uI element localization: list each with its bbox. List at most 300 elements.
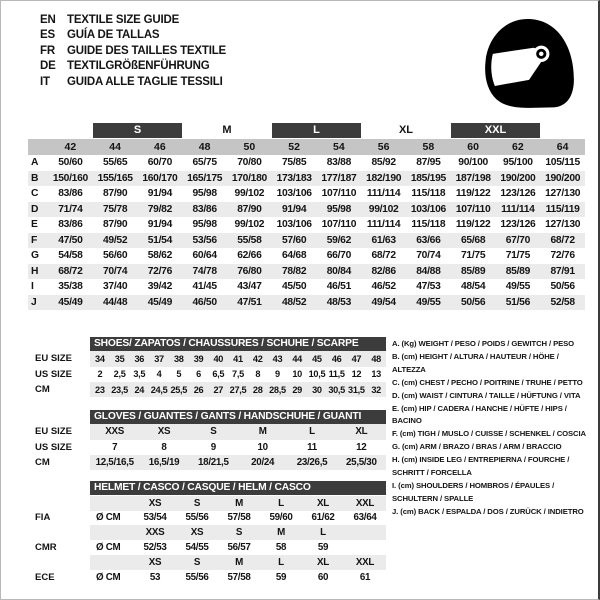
size-col-header: 52 [288, 141, 300, 153]
language-line-es [40, 28, 226, 43]
helmet-size-header: XXS [145, 527, 165, 539]
gloves-cell: 8 [161, 441, 167, 453]
size-cell: 68/72 [371, 250, 396, 262]
size-cell: 51/56 [505, 296, 531, 308]
size-cell: 170/180 [231, 172, 267, 184]
size-header-row [28, 139, 585, 155]
helmet-cell: 63/64 [353, 512, 377, 524]
size-cell: 71/74 [58, 203, 83, 215]
helmet-size-header: M [277, 527, 285, 539]
size-cell: 85/89 [460, 265, 486, 277]
size-cell: 48/52 [281, 296, 307, 308]
legend-item: A. (Kg) WEIGHT / PESO / POIDS / GEWITCH / PESO [392, 339, 575, 348]
size-cell: 68/72 [550, 234, 575, 246]
size-row-j [28, 295, 585, 311]
row-label: B [31, 172, 39, 184]
row-label: H [31, 265, 39, 277]
size-cell: 67/70 [505, 234, 531, 246]
shoes-cell: 47 [351, 353, 362, 364]
size-cell: 79/82 [147, 203, 173, 215]
helmet-standard-label: CMR [35, 542, 57, 554]
gloves-cell: 9 [210, 441, 216, 453]
shoes-cell: 32 [371, 384, 381, 395]
size-cell: 155/165 [97, 172, 133, 184]
measurement-legend [392, 338, 589, 519]
shoes-cell: 23,5 [111, 384, 128, 395]
legend-item: C. (cm) CHEST / PECHO / POITRINE / TRUHE / PETTO [392, 377, 583, 387]
gloves-row-values [90, 440, 386, 455]
size-cell: 60/70 [147, 157, 173, 169]
row-label: F [31, 234, 37, 246]
size-row-i [28, 279, 585, 295]
size-cell: 39/42 [147, 281, 173, 293]
size-cell: 99/102 [234, 188, 265, 200]
size-cell: 76/80 [237, 265, 262, 277]
size-cell: 55/58 [237, 234, 262, 246]
size-cell: 85/92 [371, 157, 396, 169]
size-cell: 91/94 [281, 203, 307, 215]
size-cell: 48/54 [460, 281, 486, 293]
shoes-cell: 4 [156, 369, 162, 380]
size-cell: 190/200 [545, 172, 581, 184]
language-code: DE [40, 60, 56, 73]
size-cell: 47/50 [58, 234, 83, 246]
shoes-cell: 41 [233, 353, 243, 364]
helmet-size-header: S [193, 497, 201, 509]
shoes-cell: 38 [173, 353, 184, 364]
gloves-cell: L [309, 426, 315, 438]
shoes-cell: 24 [134, 384, 145, 395]
size-cell: 83/86 [58, 219, 83, 231]
helmet-values-row [90, 570, 386, 585]
size-cell: 49/52 [102, 234, 128, 246]
size-cell: 65/68 [460, 234, 486, 246]
size-cell: 103/106 [276, 219, 312, 231]
helmet-size-header: XS [190, 527, 204, 539]
size-col-header: 64 [556, 141, 569, 153]
size-cell: 78/82 [281, 265, 307, 277]
size-row-c [28, 186, 585, 202]
helmet-size-header: XXL [355, 497, 375, 509]
helmet-size-header: S [235, 527, 243, 539]
shoes-cell: 3,5 [133, 369, 146, 380]
size-row-h [28, 264, 585, 280]
gloves-cell: M [258, 426, 267, 438]
helmet-size-header: M [235, 556, 243, 568]
diameter-cm-label: Ø CM [96, 542, 121, 554]
size-group-row [28, 122, 585, 139]
shoes-cell: 39 [193, 353, 204, 364]
size-col-header: 50 [243, 141, 256, 153]
shoes-cell: 28,5 [269, 384, 286, 395]
shoes-cell: 24,5 [150, 384, 168, 395]
row-label: E [31, 219, 38, 231]
shoes-cell: 13 [371, 369, 381, 380]
size-cell: 66/70 [326, 250, 352, 262]
legend-item: I. (cm) SHOULDERS / HOMBROS / ÉPAULES / SCHULTERN / SPALLE [392, 480, 555, 503]
size-cell: 52/58 [550, 296, 575, 308]
size-cell: 55/65 [102, 157, 128, 169]
shoes-row-values [90, 367, 386, 382]
size-cell: 68/72 [58, 265, 83, 277]
shoes-cell: 29 [292, 384, 302, 395]
language-line-de [40, 59, 226, 74]
helmet-size-header: L [320, 527, 326, 539]
helmet-standard-label: FIA [35, 512, 51, 524]
diameter-cm-label: Ø CM [96, 512, 121, 524]
size-cell: 56/60 [102, 250, 128, 262]
helmet-cell: 59 [275, 571, 287, 583]
language-line-en [40, 13, 226, 28]
helmet-size-header-row [90, 525, 386, 540]
size-cell: 87/90 [237, 203, 262, 215]
helmet-size-header: XXL [355, 556, 375, 568]
size-cell: 107/110 [455, 203, 491, 215]
gloves-cell: 20/24 [251, 457, 275, 469]
size-cell: 115/119 [545, 203, 580, 215]
shoes-size-table [30, 336, 386, 397]
spacer [28, 123, 93, 138]
size-row-f [28, 233, 585, 249]
gloves-cell: 12 [356, 441, 367, 453]
helmet-cell: 57/58 [227, 512, 251, 524]
helmet-size-header: L [278, 497, 284, 509]
gloves-cell: XL [355, 426, 368, 438]
shoes-row-label: CM [35, 384, 50, 396]
size-col-header: 60 [467, 141, 479, 153]
size-cell: 105/115 [545, 157, 580, 169]
size-cell: 107/110 [321, 188, 357, 200]
size-cell: 60/64 [192, 250, 217, 262]
shoes-cell: 36 [134, 353, 145, 364]
shoes-cell: 11,5 [328, 369, 345, 380]
gloves-cell: 23/26,5 [296, 457, 328, 469]
size-group-xl: XL [398, 124, 414, 136]
size-cell: 54/58 [58, 250, 83, 262]
size-col-header: 58 [422, 141, 435, 153]
size-cell: 63/66 [416, 234, 441, 246]
helmet-cell: 60 [317, 571, 329, 583]
size-cell: 62/66 [237, 250, 262, 262]
guide-title: GUÍA DE TALLAS [67, 29, 160, 42]
size-cell: 57/60 [281, 234, 307, 246]
row-label: J [31, 296, 37, 308]
helmet-standard-label: ECE [35, 571, 55, 583]
size-cell: 190/200 [500, 172, 536, 184]
size-cell: 47/51 [237, 296, 262, 308]
helmet-size-header: S [193, 556, 201, 568]
diameter-cm-label: Ø CM [96, 571, 121, 583]
size-cell: 91/94 [147, 219, 173, 231]
helmet-cell: 55/56 [185, 571, 209, 583]
shoes-table-title: SHOES/ ZAPATOS / CHAUSSURES / SCHUHE / SCARPE [90, 337, 386, 351]
size-row-d [28, 202, 585, 218]
gloves-cell: XS [157, 426, 171, 438]
gloves-cell: 10 [257, 441, 268, 453]
size-cell: 83/88 [326, 157, 352, 169]
legend-item: B. (cm) HEIGHT / ALTURA / HAUTEUR / HÖHE / ALTEZZA [392, 351, 559, 374]
helmet-size-header: L [278, 556, 284, 568]
helmet-values-row [90, 540, 386, 555]
size-cell: 91/94 [147, 188, 173, 200]
helmet-size-header: XS [148, 497, 162, 509]
size-cell: 64/68 [281, 250, 307, 262]
shoes-cell: 10 [292, 369, 302, 380]
size-cell: 75/85 [281, 157, 307, 169]
size-cell: 115/118 [411, 188, 446, 200]
shoes-row-values [90, 351, 386, 366]
gloves-row-values [90, 424, 386, 439]
size-cell: 49/55 [505, 281, 531, 293]
shoes-cell: 30 [312, 384, 322, 395]
legend-item: J. (cm) BACK / ESPALDA / DOS / ZURÜCK / INDIETRO [392, 506, 584, 516]
size-cell: 187/198 [455, 172, 491, 184]
helmet-size-header: XL [317, 497, 329, 509]
size-cell: 127/130 [545, 188, 581, 200]
size-cell: 53/56 [192, 234, 217, 246]
helmet-size-header-row [90, 496, 386, 511]
size-cell: 173/183 [276, 172, 312, 184]
size-cell: 50/56 [460, 296, 486, 308]
legend-item: F. (cm) TIGH / MUSLO / CUISSE / SCHENKEL / COSCIA [392, 429, 586, 439]
size-cell: 87/95 [416, 157, 441, 169]
size-row-b [28, 171, 585, 187]
language-line-it [40, 75, 226, 90]
gloves-cell: 25,5/30 [346, 457, 377, 469]
language-code: IT [40, 75, 50, 88]
size-cell: 95/98 [326, 203, 352, 215]
shoes-cell: 26 [193, 384, 204, 395]
size-row-a [28, 155, 585, 171]
shoes-cell: 23 [95, 384, 105, 395]
helmet-cell: 58 [275, 542, 287, 554]
row-label: I [31, 281, 34, 293]
shoes-cell: 5 [176, 369, 182, 380]
size-cell: 59/62 [326, 234, 352, 246]
size-cell: 37/40 [102, 281, 128, 293]
size-group-l: L [272, 123, 362, 138]
shoes-row-label: EU SIZE [35, 353, 72, 365]
size-row-e [28, 217, 585, 233]
helmet-size-header-row [90, 555, 386, 570]
size-cell: 115/118 [411, 219, 446, 231]
shoes-cell: 46 [331, 353, 342, 364]
size-cell: 83/86 [192, 203, 217, 215]
row-label: G [31, 250, 39, 262]
gloves-size-table [30, 409, 386, 470]
guide-title: TEXTILGRÖßENFÜHRUNG [67, 60, 210, 73]
size-cell: 82/86 [371, 265, 396, 277]
shoes-cell: 42 [252, 353, 263, 364]
helmet-cell: 61/62 [311, 512, 335, 524]
shoes-cell: 27 [213, 384, 224, 395]
shoes-cell: 2 [97, 369, 103, 380]
size-cell: 103/106 [410, 203, 446, 215]
shoes-cell: 25,5 [170, 384, 188, 395]
size-cell: 165/175 [187, 172, 223, 184]
textile-size-table [28, 122, 585, 310]
size-cell: 46/52 [371, 281, 396, 293]
shoes-cell: 40 [213, 353, 224, 364]
legend-item: G. (cm) ARM / BRAZO / BRAS / ARM / BRACCIO [392, 442, 562, 452]
language-header [40, 13, 226, 90]
size-cell: 46/50 [192, 296, 217, 308]
size-cell: 177/187 [321, 172, 357, 184]
spacer [540, 123, 585, 138]
size-cell: 72/76 [147, 265, 173, 277]
shoes-cell: 8 [255, 369, 261, 380]
shoes-row-label: US SIZE [35, 368, 72, 380]
helmet-size-header: XS [148, 556, 162, 568]
size-group-m: M [222, 124, 232, 136]
size-cell: 61/63 [371, 234, 396, 246]
helmet-cell: 59/60 [269, 512, 293, 524]
size-col-header: 54 [333, 141, 345, 153]
shoes-row-values [90, 382, 386, 397]
size-cell: 90/100 [458, 157, 488, 169]
size-cell: 44/48 [102, 296, 128, 308]
guide-title: GUIDE DES TAILLES TEXTILE [67, 44, 226, 57]
gloves-cell: S [210, 426, 217, 438]
guide-title: TEXTILE SIZE GUIDE [67, 14, 180, 26]
shoes-cell: 48 [371, 353, 381, 364]
size-cell: 150/160 [52, 172, 88, 184]
helmet-cell: 53 [149, 571, 161, 583]
size-cell: 70/74 [416, 250, 441, 262]
shoes-cell: 12 [351, 369, 362, 380]
shoes-cell: 27,5 [229, 384, 247, 395]
size-cell: 123/126 [500, 188, 536, 200]
size-group-xxl: XXL [451, 123, 541, 138]
legend-item: E. (cm) HIP / CADERA / HANCHE / HÜFTE / HIPS / BACINO [392, 403, 567, 426]
shoes-cell: 43 [272, 353, 283, 364]
size-cell: 43/47 [237, 281, 262, 293]
language-code: ES [40, 29, 55, 42]
row-label: A [31, 157, 39, 169]
gloves-row-label: US SIZE [35, 441, 72, 453]
shoes-cell: 30,5 [328, 384, 345, 395]
size-cell: 49/55 [416, 296, 441, 308]
shoes-cell: 44 [292, 353, 302, 364]
helmet-values-row [90, 511, 386, 526]
size-cell: 111/114 [366, 188, 401, 200]
size-cell: 58/62 [147, 250, 173, 262]
size-cell: 80/84 [326, 265, 352, 277]
shoes-cell: 9 [275, 369, 280, 380]
shoes-cell: 45 [312, 353, 322, 364]
size-group-s: S [93, 123, 183, 138]
shoes-cell: 28 [252, 384, 263, 395]
size-cell: 51/54 [147, 234, 173, 246]
size-col-header: 46 [154, 141, 166, 153]
size-cell: 41/45 [192, 281, 217, 293]
helmet-cell: 52/53 [143, 542, 167, 554]
size-cell: 99/102 [368, 203, 399, 215]
legend-item: H. (cm) INSIDE LEG / ENTREPIERNA / FOURCHE / SCHRITT / FORCELLA [392, 455, 570, 478]
size-cell: 75/78 [102, 203, 128, 215]
size-cell: 160/170 [142, 172, 178, 184]
row-label: C [31, 188, 39, 200]
row-label: D [31, 203, 39, 215]
size-cell: 85/89 [505, 265, 531, 277]
size-col-header: 56 [377, 141, 390, 153]
shoes-cell: 6 [196, 369, 201, 380]
size-cell: 111/114 [501, 203, 535, 215]
helmet-cell: 53/54 [143, 512, 167, 524]
gloves-cell: 16,5/19 [148, 457, 180, 469]
gloves-cell: XXS [105, 426, 125, 438]
size-cell: 84/88 [416, 265, 441, 277]
language-code: FR [40, 44, 55, 57]
size-cell: 119/122 [455, 219, 491, 231]
size-cell: 87/90 [102, 188, 128, 200]
shoes-cell: 34 [95, 353, 105, 364]
shoes-cell: 37 [154, 353, 164, 364]
shoes-cell: 10,5 [308, 369, 326, 380]
gloves-row-label: CM [35, 457, 50, 469]
size-cell: 119/122 [455, 188, 491, 200]
gloves-table-title: GLOVES / GUANTES / GANTS / HANDSCHUHE / GUANTI [90, 410, 386, 424]
helmet-size-header: XL [317, 556, 329, 568]
size-cell: 111/114 [366, 219, 401, 231]
size-cell: 50/60 [58, 157, 83, 169]
size-col-header: 42 [64, 141, 77, 153]
size-cell: 65/75 [192, 157, 217, 169]
size-cell: 99/102 [234, 219, 265, 231]
size-cell: 48/53 [326, 296, 352, 308]
size-col-header: 48 [198, 141, 211, 153]
size-cell: 123/126 [500, 219, 536, 231]
racing-helmet-icon [477, 12, 579, 114]
size-cell: 70/74 [102, 265, 128, 277]
shoes-cell: 6,5 [212, 369, 225, 380]
size-cell: 185/195 [410, 172, 446, 184]
shoes-cell: 2,5 [113, 369, 126, 380]
helmet-cell: 57/58 [227, 571, 251, 583]
size-cell: 95/98 [192, 188, 217, 200]
size-cell: 45/49 [58, 296, 83, 308]
helmet-table-title: HELMET / CASCO / CASQUE / HELM / CASCO [90, 481, 386, 495]
language-line-fr [40, 44, 226, 59]
language-code: EN [40, 14, 56, 26]
size-col-header: 62 [512, 141, 524, 153]
size-cell: 49/54 [371, 296, 396, 308]
gloves-cell: 11 [307, 441, 317, 453]
size-row-g [28, 248, 585, 264]
size-cell: 95/98 [192, 219, 217, 231]
size-cell: 35/38 [58, 281, 83, 293]
size-cell: 72/76 [550, 250, 575, 262]
size-cell: 87/90 [102, 219, 128, 231]
size-cell: 46/51 [326, 281, 352, 293]
size-cell: 45/49 [147, 296, 173, 308]
helmet-cell: 55/56 [185, 512, 209, 524]
guide-title: GUIDA ALLE TAGLIE TESSILI [67, 75, 223, 88]
gloves-cell: 12,5/16,5 [95, 457, 134, 469]
helmet-size-table [30, 481, 386, 585]
size-cell: 182/190 [366, 172, 402, 184]
shoes-cell: 7,5 [232, 369, 244, 380]
helmet-cell: 56/57 [227, 542, 251, 554]
size-cell: 50/56 [550, 281, 575, 293]
size-cell: 107/110 [321, 219, 357, 231]
size-cell: 127/130 [545, 219, 581, 231]
shoes-cell: 35 [114, 353, 125, 364]
gloves-cell: 18/21,5 [198, 457, 229, 469]
size-cell: 103/106 [276, 188, 312, 200]
size-cell: 45/50 [281, 281, 307, 293]
helmet-size-header: M [235, 497, 243, 509]
